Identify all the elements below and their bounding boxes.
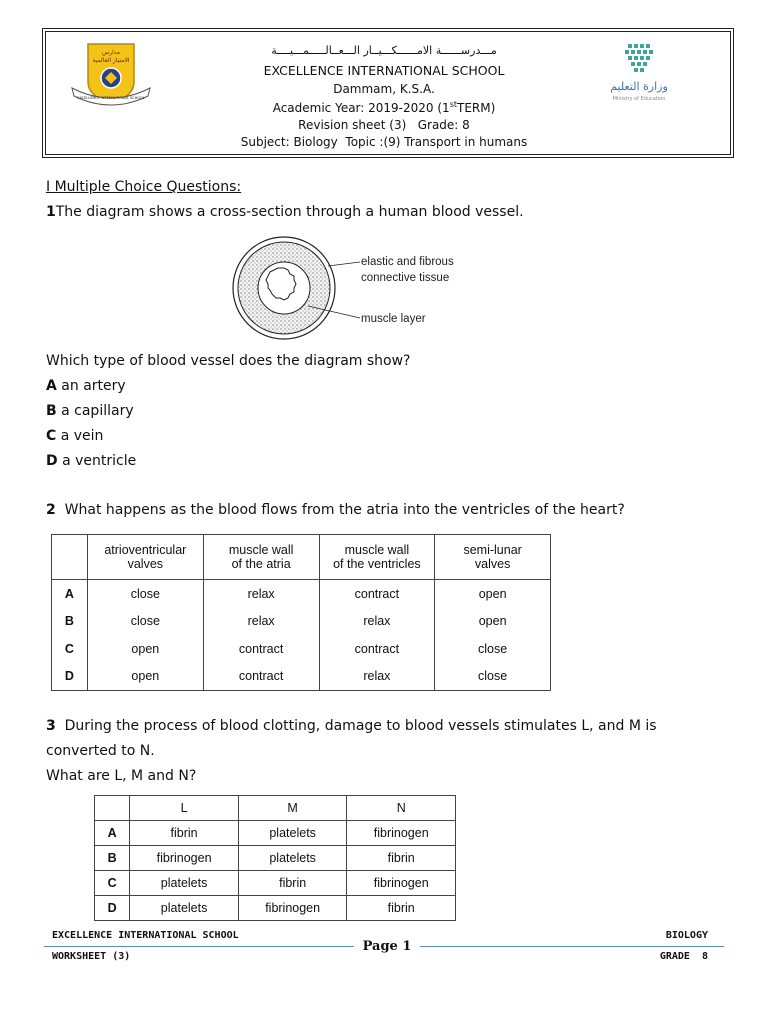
q2-header-cell: atrioventricular valves: [87, 535, 203, 580]
table-cell: contract: [319, 580, 435, 608]
academic-year-prefix: Academic Year: 2019-2020 (1: [272, 101, 450, 115]
q1-option-a: A an artery: [46, 378, 126, 394]
footer-grade: GRADE 8: [659, 951, 708, 962]
academic-year: [0, 100, 768, 115]
table-cell: close: [87, 580, 203, 608]
footer-school-name: EXCELLENCE INTERNATIONAL SCHOOL: [52, 930, 239, 941]
school-name: EXCELLENCE INTERNATIONAL SCHOOL: [263, 63, 505, 78]
table-cell: relax: [203, 608, 319, 635]
table-cell: open: [87, 635, 203, 663]
q3-text-line1: During the process of blood clotting, damage to blood vessels stimulates L, and M is: [64, 718, 657, 734]
academic-year-sup: st: [449, 100, 457, 109]
table-row: [95, 846, 456, 871]
row-letter: C: [95, 871, 130, 896]
footer-worksheet: WORKSHEET (3): [52, 951, 131, 962]
blood-vessel-diagram: [228, 232, 468, 344]
table-cell: platelets: [130, 896, 239, 921]
table-cell: platelets: [130, 871, 239, 896]
table-cell: fibrinogen: [347, 871, 456, 896]
table-cell: fibrinogen: [347, 821, 456, 846]
table-cell: close: [435, 663, 551, 691]
q1-option-d: D a ventricle: [46, 453, 137, 469]
svg-text:مدارس: مدارس: [101, 49, 121, 56]
section-title: I Multiple Choice Questions:: [46, 179, 242, 195]
table-row: [95, 821, 456, 846]
q2-header-cell: muscle wall of the ventricles: [319, 535, 435, 580]
q2-header-row: [52, 535, 551, 580]
q2-table: [51, 534, 551, 691]
q1-option-c: C a vein: [46, 428, 104, 444]
table-cell: open: [435, 608, 551, 635]
revision-sheet: Revision sheet (3) Grade: 8: [298, 118, 470, 132]
q1-prompt: Which type of blood vessel does the diagram show?: [46, 353, 411, 369]
table-cell: fibrin: [347, 896, 456, 921]
q3-header-row: [95, 796, 456, 821]
row-letter: B: [95, 846, 130, 871]
footer-subject: BIOLOGY: [665, 930, 708, 941]
table-cell: relax: [203, 580, 319, 608]
q2-text: What happens as the blood flows from the atria into the ventricles of the heart?: [64, 502, 625, 518]
row-letter: D: [95, 896, 130, 921]
table-cell: contract: [203, 663, 319, 691]
table-cell: close: [435, 635, 551, 663]
ministry-text-ar: وزارة التعليم: [610, 80, 668, 93]
svg-text:الامتياز العالمية: الامتياز العالمية: [92, 57, 130, 64]
svg-text:EXCELLENCE INTERNATIONAL SCHOO: EXCELLENCE INTERNATIONAL SCHOOL: [77, 96, 145, 100]
table-row: [52, 608, 551, 635]
q1-stem: [46, 204, 524, 220]
table-cell: fibrin: [238, 871, 347, 896]
row-letter: B: [52, 608, 88, 635]
row-letter: A: [52, 580, 88, 608]
table-cell: open: [87, 663, 203, 691]
subject-topic: Subject: Biology Topic :(9) Transport in humans: [240, 135, 528, 149]
row-letter: C: [52, 635, 88, 663]
table-cell: relax: [319, 663, 435, 691]
table-row: [52, 663, 551, 691]
table-cell: platelets: [238, 821, 347, 846]
q1-number: 1: [46, 204, 56, 220]
table-cell: close: [87, 608, 203, 635]
label-elastic-line2: connective tissue: [361, 272, 450, 284]
q3-header-cell: N: [347, 796, 456, 821]
table-cell: fibrin: [347, 846, 456, 871]
table-cell: fibrin: [130, 821, 239, 846]
q3-stem-line1: [46, 718, 657, 734]
q3-header-cell: M: [238, 796, 347, 821]
table-cell: fibrinogen: [238, 896, 347, 921]
table-row: [95, 896, 456, 921]
q2-number: 2: [46, 502, 56, 518]
q1-option-b: B a capillary: [46, 403, 134, 419]
page-number: Page 1: [354, 937, 420, 957]
q3-number: 3: [46, 718, 56, 734]
q3-header-cell: [95, 796, 130, 821]
table-row: [95, 871, 456, 896]
q2-header-cell: semi-lunar valves: [435, 535, 551, 580]
table-row: [52, 635, 551, 663]
table-cell: platelets: [238, 846, 347, 871]
school-city: Dammam, K.S.A.: [333, 82, 435, 96]
q3-table: [94, 795, 456, 921]
q2-stem: [46, 502, 625, 518]
row-letter: D: [52, 663, 88, 691]
academic-year-suffix: TERM): [457, 101, 496, 115]
ministry-text-en: Ministry of Education: [612, 96, 666, 102]
arabic-school-name: مـــدرســــــة الامــــــكـــيــار الـــعــالـــــمـــيــــة: [271, 44, 497, 57]
table-cell: contract: [203, 635, 319, 663]
q3-stem-line2: converted to N.: [46, 743, 155, 759]
q1-text: The diagram shows a cross-section through a human blood vessel.: [55, 204, 524, 220]
table-cell: open: [435, 580, 551, 608]
table-row: [52, 580, 551, 608]
q3-prompt: What are L, M and N?: [46, 768, 197, 784]
q3-header-cell: L: [130, 796, 239, 821]
table-cell: relax: [319, 608, 435, 635]
table-cell: contract: [319, 635, 435, 663]
q2-header-cell: [52, 535, 88, 580]
table-cell: fibrinogen: [130, 846, 239, 871]
row-letter: A: [95, 821, 130, 846]
label-elastic-line1: elastic and fibrous: [361, 256, 454, 268]
q2-header-cell: muscle wall of the atria: [203, 535, 319, 580]
label-muscle-layer: muscle layer: [361, 313, 426, 325]
